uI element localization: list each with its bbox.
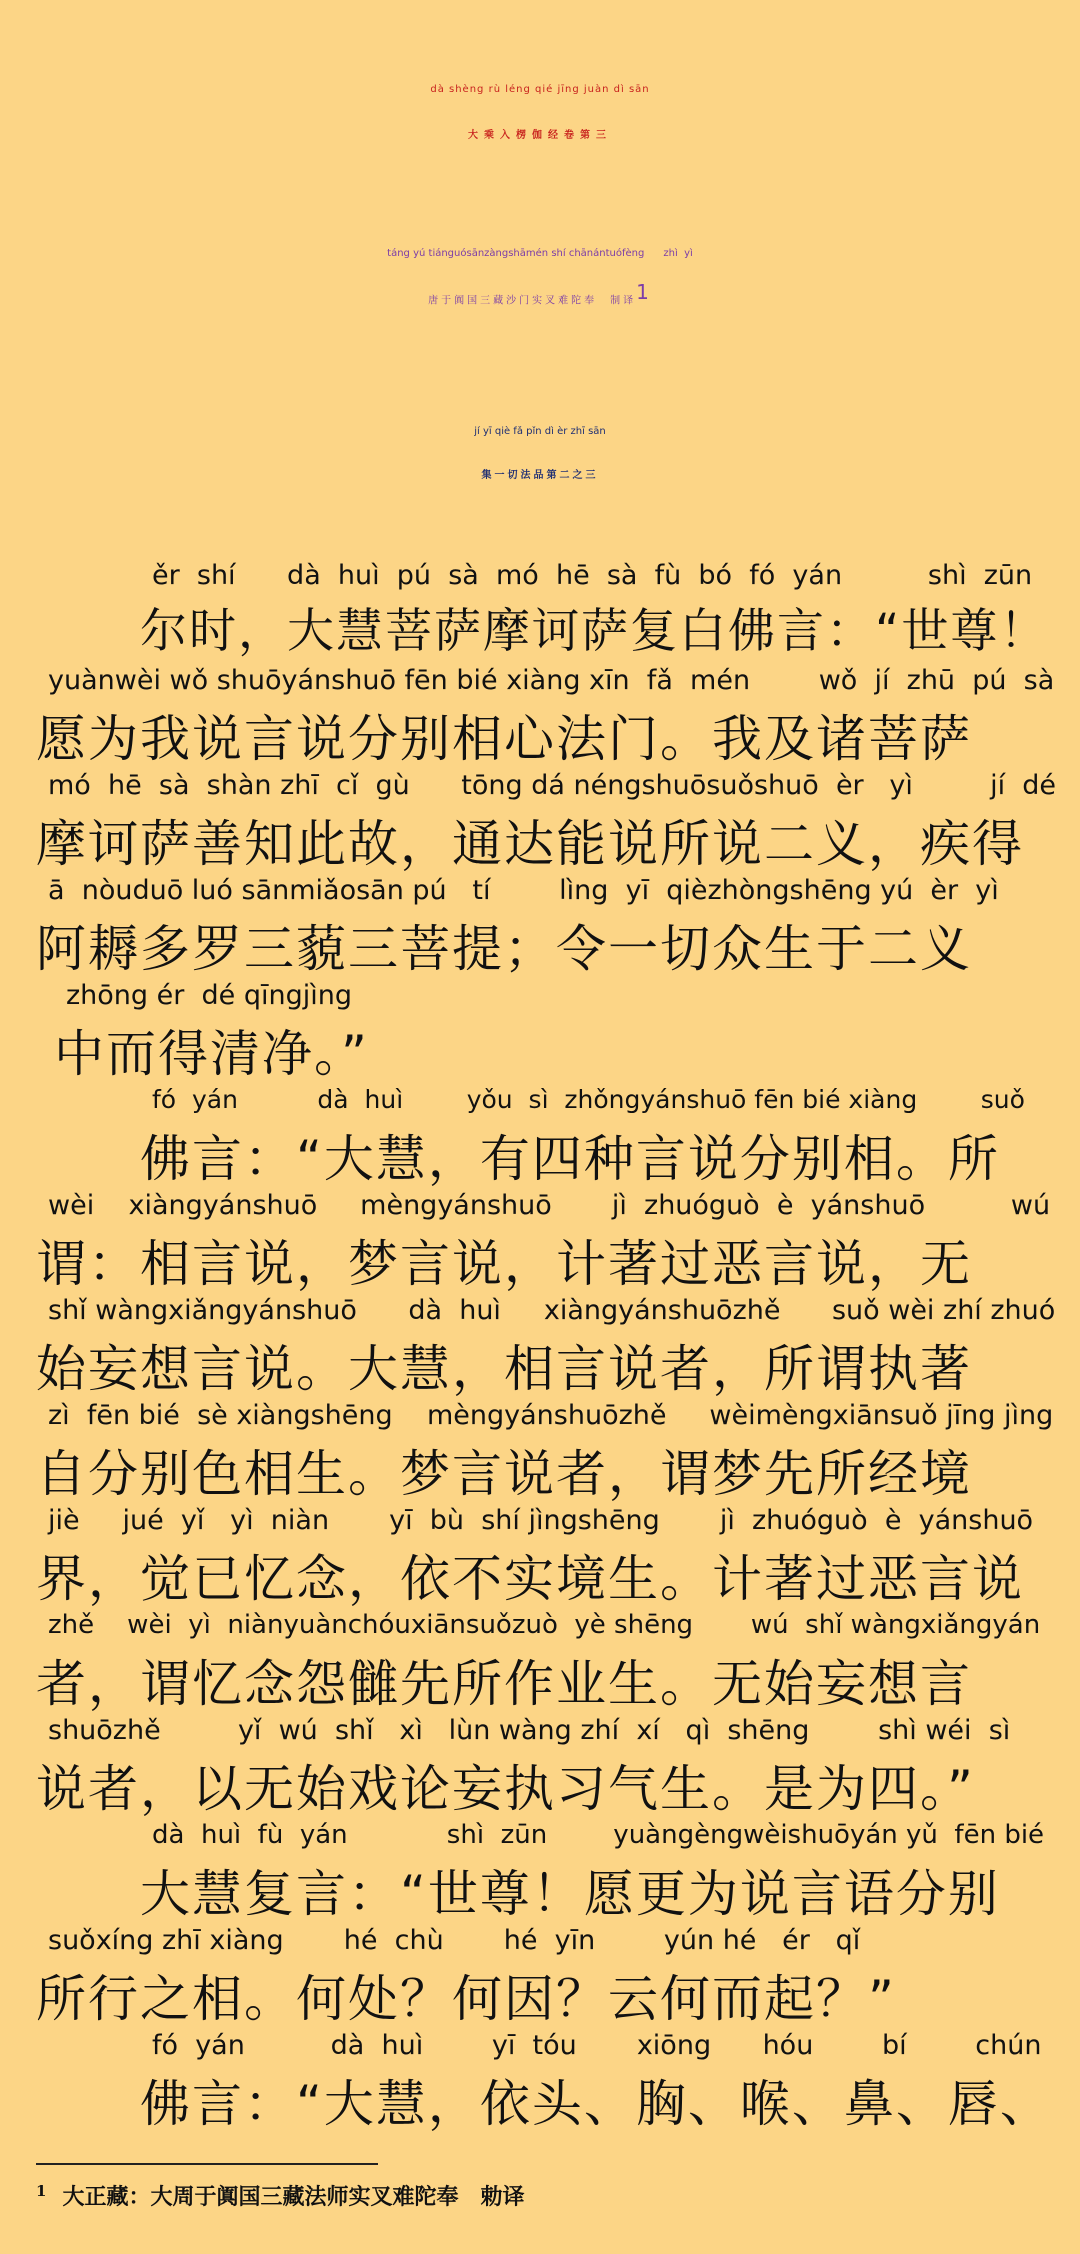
footnote-text: 大正藏：大周于阗国三藏法师实叉难陀奉 勅译	[62, 2184, 525, 2210]
chapter-title: 集一切法品第二之三	[481, 470, 599, 481]
line-text: 者，谓忆念怨雠先所作业生。无始妄想言	[36, 1655, 972, 1713]
line-pinyin: wèi xiàngyánshuō mèngyánshuō jì zhuóguò è yánshuō wú	[48, 1190, 1051, 1221]
line-text: 中而得清净。”	[54, 1025, 369, 1083]
line-text: 说者，以无始戏论妄执习气生。是为四。”	[36, 1760, 975, 1818]
line-text: 阿耨多罗三藐三菩提；令一切众生于二义	[36, 920, 972, 978]
line-text: 始妄想言说。大慧，相言说者，所谓执著	[36, 1340, 972, 1398]
line-pinyin: fó yán dà huì yǒu sì zhǒngyánshuō fēn bié xiàng suǒ	[152, 1085, 1025, 1114]
line-text: 所行之相。何处？何因？云何而起？”	[36, 1970, 896, 2028]
line-text: 大慧复言：“世尊！愿更为说言语分别	[140, 1865, 1000, 1923]
line-text: 谓：相言说，梦言说，计著过恶言说，无	[36, 1235, 972, 1293]
title-pinyin: dà shèng rù léng qié jīng juàn dì sān	[430, 84, 650, 95]
footnote-divider	[36, 2163, 378, 2165]
line-pinyin: zhōng ér dé qīngjìng	[66, 980, 352, 1011]
line-pinyin: zì fēn bié sè xiàngshēng mèngyánshuōzhě wèimèngxiānsuǒ jīng jìng	[48, 1400, 1054, 1431]
line-pinyin: yuànwèi wǒ shuōyánshuō fēn bié xiàng xīn fǎ mén wǒ jí zhū pú sà	[48, 665, 1055, 696]
line-text: 愿为我说言说分别相心法门。我及诸菩萨	[36, 710, 972, 768]
page-title: 大乘入楞伽经卷第三	[468, 130, 612, 141]
line-pinyin: shuōzhě yǐ wú shǐ xì lùn wàng zhí xí qì shēng shì wéi sì	[48, 1715, 1011, 1746]
translator-line	[0, 280, 1080, 306]
line-pinyin: ěr shí dà huì pú sà mó hē sà fù bó fó yán shì zūn	[152, 560, 1033, 591]
line-text: 佛言：“大慧，依头、胸、喉、鼻、唇、	[140, 2075, 1052, 2133]
line-pinyin: mó hē sà shàn zhī cǐ gù tōng dá néngshuōsuǒshuō èr yì jí dé	[48, 770, 1057, 801]
line-text: 自分别色相生。梦言说者，谓梦先所经境	[36, 1445, 972, 1503]
translator-text: 唐于阗国三藏沙门实叉难陀奉 制译	[428, 295, 637, 307]
line-pinyin: suǒxíng zhī xiàng hé chù hé yīn yún hé ér qǐ	[48, 1925, 861, 1956]
line-text: 界，觉已忆念，依不实境生。计著过恶言说	[36, 1550, 1024, 1608]
footnote-ref: 1	[636, 280, 652, 304]
footnote-marker: 1	[36, 2181, 47, 2200]
line-pinyin: fó yán dà huì yī tóu xiōng hóu bí chún	[152, 2030, 1042, 2061]
line-text: 摩诃萨善知此故，通达能说所说二义，疾得	[36, 815, 1024, 873]
line-pinyin: zhě wèi yì niànyuànchóuxiānsuǒzuò yè shēng wú shǐ wàngxiǎngyán	[48, 1610, 1041, 1640]
footnote	[36, 2180, 524, 2211]
chapter-pinyin: jí yī qiè fǎ pǐn dì èr zhī sān	[474, 426, 606, 437]
line-text: 尔时，大慧菩萨摩诃萨复白佛言：“世尊！	[140, 604, 1049, 659]
line-pinyin: ā nòuduō luó sānmiǎosān pú tí lìng yī qièzhòngshēng yú èr yì	[48, 875, 999, 906]
line-text: 佛言：“大慧，有四种言说分别相。所	[140, 1130, 1000, 1188]
line-pinyin: jiè jué yǐ yì niàn yī bù shí jìngshēng jì zhuóguò è yánshuō	[48, 1505, 1034, 1536]
line-pinyin: dà huì fù yán shì zūn yuàngèngwèishuōyán yǔ fēn bié	[152, 1820, 1045, 1850]
line-pinyin: shǐ wàngxiǎngyánshuō dà huì xiàngyánshuōzhě suǒ wèi zhí zhuó	[48, 1295, 1056, 1326]
author-pinyin: táng yú tiánguósānzàngshāmén shí chānántuófèng zhì yì	[387, 248, 693, 259]
